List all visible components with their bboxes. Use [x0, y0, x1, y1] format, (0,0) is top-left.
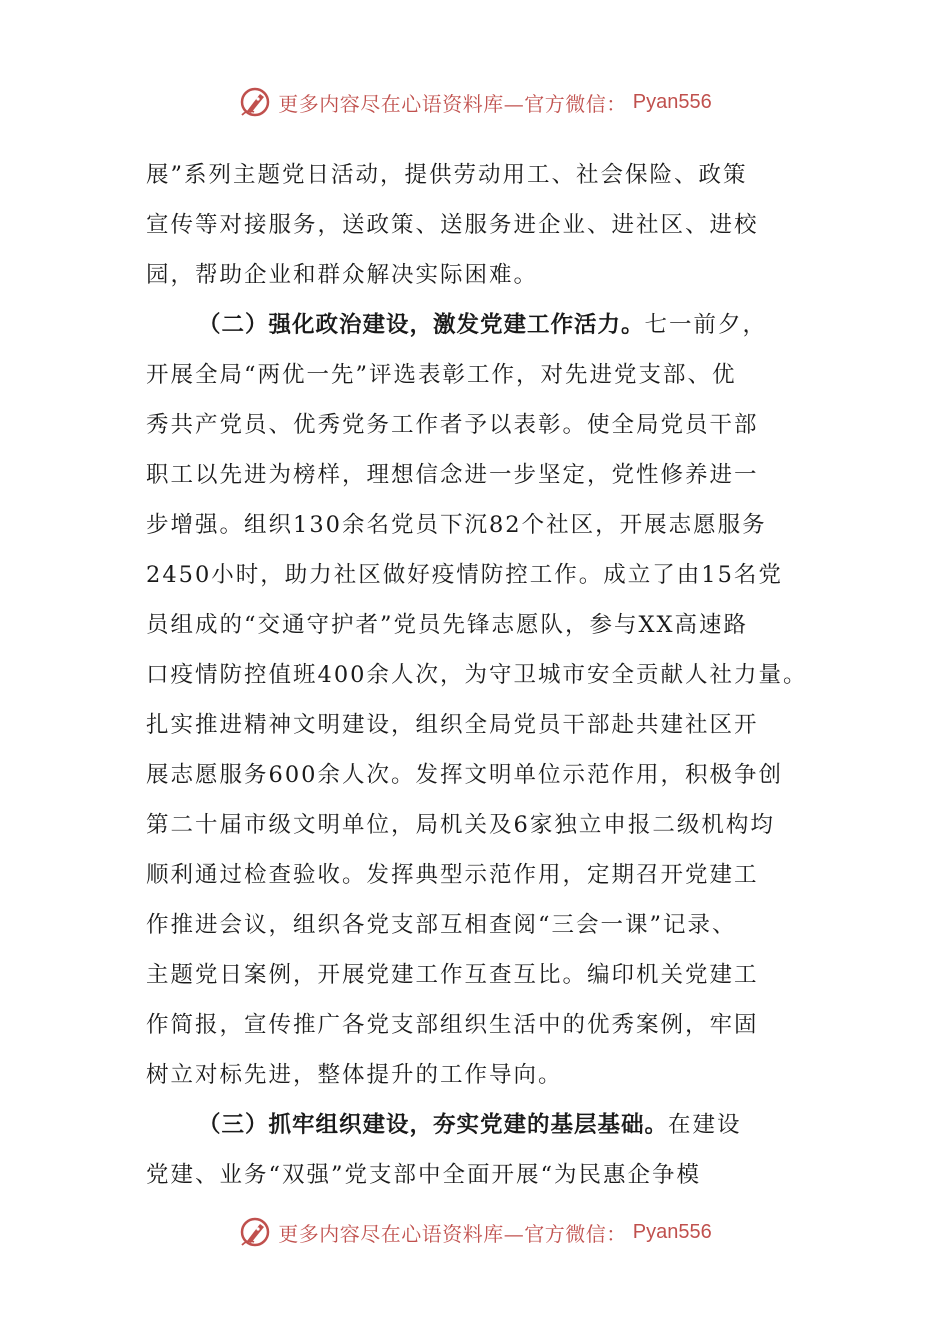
text-line: 秀共产党员、优秀党务工作者予以表彰。使全局党员干部 [146, 412, 759, 438]
text-line: 顺利通过检查验收。发挥典型示范作用，定期召开党建工 [146, 862, 759, 888]
footer-watermark [0, 1212, 950, 1252]
text-line: 职工以先进为榜样，理想信念进一步坚定，党性修养进一 [146, 462, 759, 488]
watermark-handle: Pyan556 [632, 1220, 712, 1243]
text-line: 员组成的“交通守护者”党员先锋志愿队，参与XX高速路 [146, 612, 749, 638]
text-line: 第二十届市级文明单位，局机关及6家独立申报二级机构均 [146, 812, 775, 838]
text-line: 宣传等对接服务，送政策、送服务进企业、进社区、进校 [146, 212, 759, 238]
text-line: 主题党日案例，开展党建工作互查互比。编印机关党建工 [146, 962, 759, 988]
text-line: 党建、业务“双强”党支部中全面开展“为民惠企争模 [146, 1162, 702, 1188]
text-line [146, 1100, 826, 1150]
text-line: 展”系列主题党日活动，提供劳动用工、社会保险、政策 [146, 162, 748, 188]
text-line: 口疫情防控值班400余人次，为守卫城市安全贡献人社力量。 [146, 662, 808, 688]
text-line: 开展全局“两优一先”评选表彰工作，对先进党支部、优 [146, 362, 737, 388]
text-line: 步增强。组织130余名党员下沉82个社区，开展志愿服务 [146, 512, 767, 538]
watermark-text: 更多内容尽在心语资料库—官方微信： [278, 91, 627, 116]
section-heading: （三）抓牢组织建设，夯实党建的基层基础。 [198, 1112, 669, 1138]
watermark-text: 更多内容尽在心语资料库—官方微信： [278, 1221, 627, 1246]
pen-nib-logo-icon [238, 85, 272, 119]
text-line: 展志愿服务600余人次。发挥文明单位示范作用，积极争创 [146, 762, 783, 788]
paragraph-text: 在建设 [668, 1112, 742, 1138]
document-body [146, 150, 826, 1200]
text-line: 扎实推进精神文明建设，组织全局党员干部赴共建社区开 [146, 712, 759, 738]
text-line: 2450小时，助力社区做好疫情防控工作。成立了由15名党 [146, 562, 783, 588]
text-line: 作简报，宣传推广各党支部组织生活中的优秀案例，牢固 [146, 1012, 759, 1038]
paragraph-text: 七一前夕， [644, 312, 768, 338]
pen-nib-logo-icon [238, 1215, 272, 1249]
text-line: 作推进会议，组织各党支部互相查阅“三会一课”记录、 [146, 912, 737, 938]
text-line [146, 300, 826, 350]
text-line: 园，帮助企业和群众解决实际困难。 [146, 262, 539, 288]
section-heading: （二）强化政治建设，激发党建工作活力。 [198, 312, 645, 338]
watermark-handle: Pyan556 [632, 90, 712, 113]
header-watermark [0, 82, 950, 122]
text-line: 树立对标先进，整体提升的工作导向。 [146, 1062, 563, 1088]
